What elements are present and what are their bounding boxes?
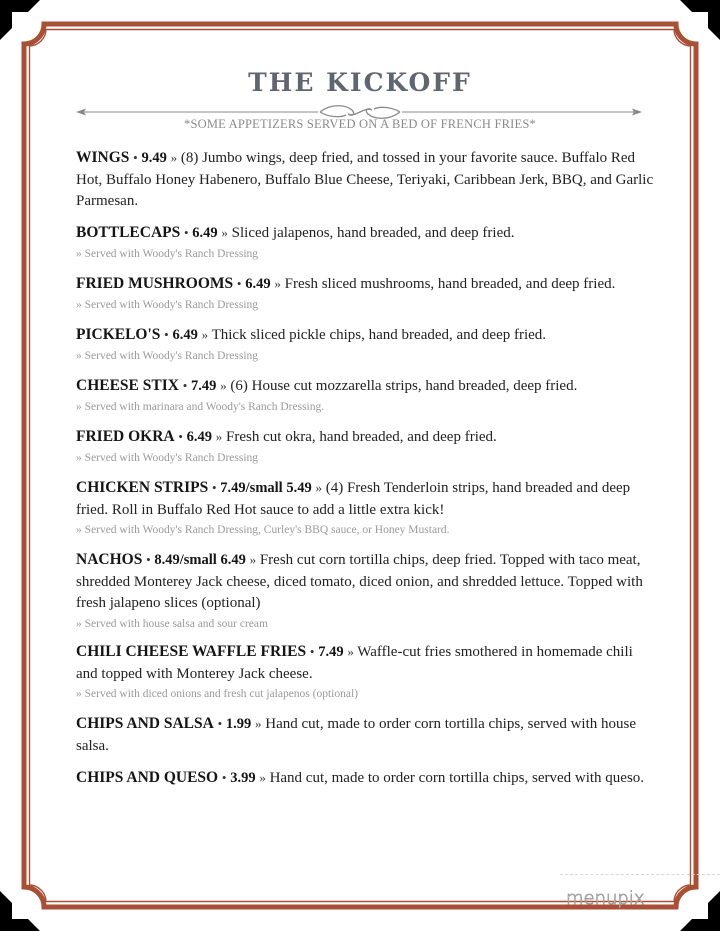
item-name: CHILI CHEESE WAFFLE FRIES <box>76 643 307 660</box>
item-price: 8.49/small 6.49 <box>154 552 246 568</box>
item-name: PICKELO'S <box>76 326 161 343</box>
item-name: FRIED MUSHROOMS <box>76 275 234 292</box>
item-description: (4) Fresh Tenderloin strips, hand breaded and deep fried. Roll in Buffalo Red Hot sauce to add a little extra kick! <box>76 480 631 518</box>
item-price: 7.49 <box>318 644 344 660</box>
menu-item-pickelos <box>76 324 656 365</box>
item-price: 6.49 <box>192 225 218 241</box>
menu-item-cheese-stix <box>76 375 656 416</box>
arrow: » <box>170 150 178 165</box>
arrow: » <box>347 644 354 659</box>
item-price: 3.99 <box>230 770 256 786</box>
item-description: Thick sliced pickle chips, hand breaded, and deep fried. <box>211 327 547 343</box>
item-name: WINGS <box>76 149 130 166</box>
page-title: THE KICKOFF <box>248 68 472 97</box>
item-note: » Served with Woody's Ranch Dressing <box>76 451 259 464</box>
item-description: Hand cut, made to order corn tortilla chips, served with house salsa. <box>76 716 636 754</box>
item-price: 1.99 <box>225 716 252 732</box>
item-price: 6.49 <box>245 276 271 292</box>
item-description: (8) Jumbo wings, deep fried, and tossed in your favorite sauce. Buffalo Red Hot, Buffalo Honey Habenero, Buffalo Blue Cheese, Teriyaki, Caribbean Jerk, BBQ, and Garlic Parmesan. <box>76 150 654 209</box>
item-note: » Served with Woody's Ranch Dressing <box>76 298 259 311</box>
arrow: » <box>255 716 262 731</box>
bullet: • <box>236 276 242 291</box>
item-name: CHEESE STIX <box>76 377 179 394</box>
menu-item-chili-cheese-waffle-fries <box>76 641 656 703</box>
item-description: (6) House cut mozzarella strips, hand breaded, deep fried. <box>230 378 578 394</box>
menu-item-chicken-strips <box>76 477 656 539</box>
arrow: » <box>201 327 209 342</box>
menu-item-wings <box>76 147 656 213</box>
menu-item-chips-and-salsa <box>76 713 656 757</box>
bullet: • <box>309 644 315 659</box>
item-note: » Served with diced onions and fresh cut jalapenos (optional) <box>76 688 358 700</box>
bullet: • <box>183 225 189 240</box>
item-name: BOTTLECAPS <box>76 224 181 241</box>
item-description: Hand cut, made to order corn tortilla chips, served with queso. <box>269 770 645 786</box>
arrow: » <box>249 552 257 567</box>
watermark-logo: menupix <box>566 888 645 909</box>
arrow: » <box>221 225 228 240</box>
arrow: » <box>220 378 227 393</box>
bullet: • <box>164 327 169 342</box>
item-note: » Served with Woody's Ranch Dressing, Curley's BBQ sauce, or Honey Mustard. <box>76 524 450 536</box>
item-price: 6.49 <box>186 429 213 445</box>
bullet: • <box>217 716 223 731</box>
bullet: • <box>221 770 227 785</box>
item-name: CHIPS AND SALSA <box>76 715 214 732</box>
item-price: 7.49 <box>191 378 217 394</box>
item-description: Fresh cut okra, hand breaded, and deep fried. <box>226 429 497 445</box>
item-description: Sliced jalapenos, hand breaded, and deep fried. <box>231 225 515 241</box>
menu-item-fried-okra <box>76 426 656 467</box>
item-note: » Served with marinara and Woody's Ranch Dressing. <box>76 400 325 413</box>
arrow: » <box>259 770 266 785</box>
bullet: • <box>133 150 138 165</box>
bullet: • <box>146 552 151 567</box>
bullet: • <box>182 378 188 393</box>
menu-item-bottlecaps <box>76 222 656 263</box>
arrow: » <box>315 480 322 495</box>
item-note: » Served with Woody's Ranch Dressing <box>76 247 259 260</box>
item-note: » Served with Woody's Ranch Dressing <box>76 349 259 362</box>
menu-item-chips-and-queso <box>76 767 656 790</box>
page-subtitle: *SOME APPETIZERS SERVED ON A BED OF FRENCH FRIES* <box>184 117 536 131</box>
menu-item-nachos <box>76 549 656 633</box>
item-description: Fresh sliced mushrooms, hand breaded, and deep fried. <box>284 276 616 292</box>
menu-item-fried-mushrooms <box>76 273 656 314</box>
item-name: FRIED OKRA <box>76 428 175 445</box>
arrow: » <box>215 429 223 444</box>
item-description: Fresh cut corn tortilla chips, deep fried. Topped with taco meat, shredded Monterey Jack cheese, diced tomato, diced onion, and shredded lettuce. Topped with fresh jalapeno slices (optional) <box>76 552 643 611</box>
item-note: » Served with house salsa and sour cream <box>76 617 268 630</box>
item-name: NACHOS <box>76 551 143 568</box>
item-name: CHIPS AND QUESO <box>76 769 219 786</box>
item-description: Waffle-cut fries smothered in homemade chili and topped with Monterey Jack cheese. <box>76 644 633 682</box>
item-name: CHICKEN STRIPS <box>76 479 209 496</box>
bullet: • <box>211 480 217 495</box>
bullet: • <box>178 429 183 444</box>
item-price: 9.49 <box>141 150 167 166</box>
item-price: 6.49 <box>172 327 198 343</box>
arrow: » <box>274 276 281 291</box>
item-price: 7.49/small 5.49 <box>220 480 312 496</box>
